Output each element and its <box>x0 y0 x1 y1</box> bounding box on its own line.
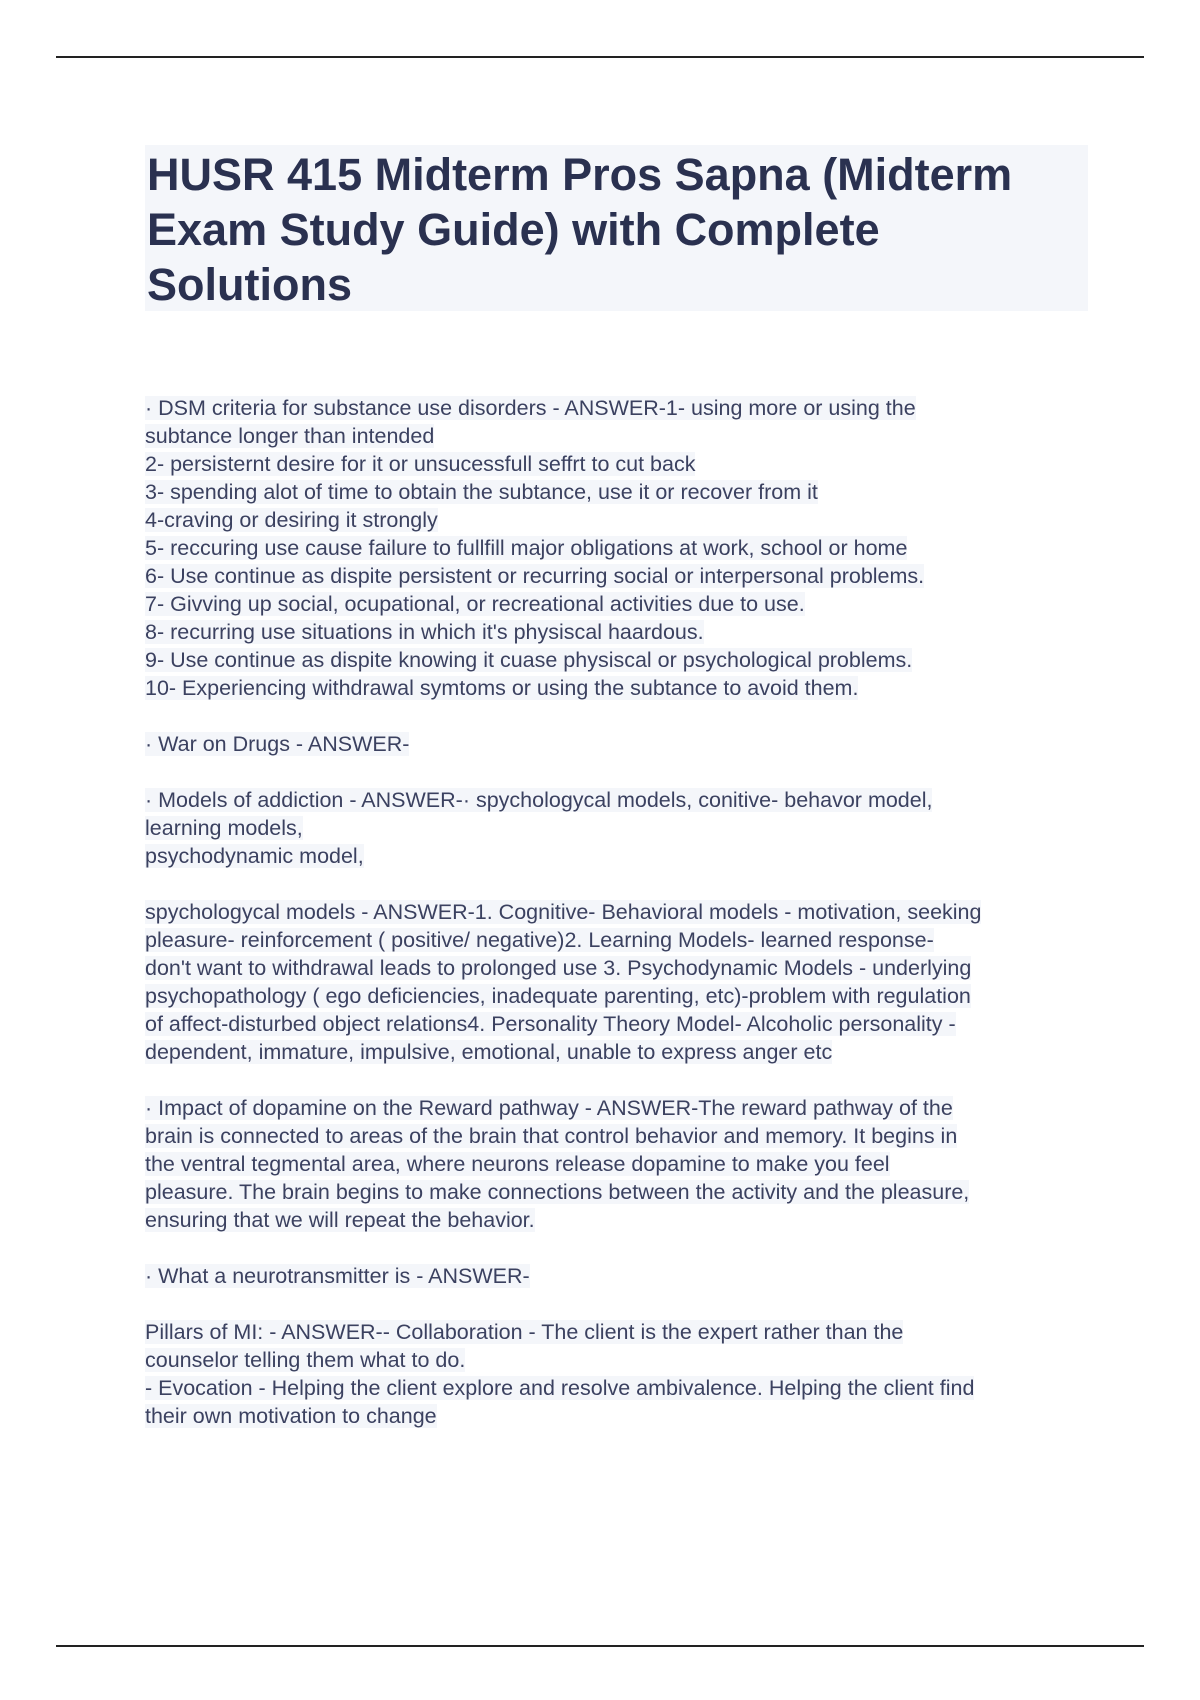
text-line: 5- reccuring use cause failure to fullfill major obligations at work, school or home <box>145 536 908 560</box>
text-line: · Models of addiction - ANSWER-· spychologycal models, conitive- behavor model, <box>145 788 933 812</box>
title-block <box>145 145 1088 311</box>
text-line: pleasure- reinforcement ( positive/ negative)2. Learning Models- learned response- <box>145 928 934 952</box>
document-body <box>145 394 1095 1458</box>
qa-entry-psychological-models <box>145 898 1095 1066</box>
text-line: 4-craving or desiring it strongly <box>145 508 438 532</box>
text-line: 6- Use continue as dispite persistent or recurring social or interpersonal problems. <box>145 564 925 588</box>
text-line: 3- spending alot of time to obtain the subtance, use it or recover from it <box>145 480 818 504</box>
text-line: ensuring that we will repeat the behavior. <box>145 1208 535 1232</box>
text-line: psychopathology ( ego deficiencies, inadequate parenting, etc)-problem with regulation <box>145 984 971 1008</box>
text-line: don't want to withdrawal leads to prolonged use 3. Psychodynamic Models - underlying <box>145 956 972 980</box>
text-line: 7- Givving up social, ocupational, or recreational activities due to use. <box>145 592 805 616</box>
text-line: brain is connected to areas of the brain that control behavior and memory. It begins in <box>145 1124 958 1148</box>
text-line: 8- recurring use situations in which it's physiscal haardous. <box>145 620 704 644</box>
page-title <box>147 147 1084 312</box>
qa-entry-war-on-drugs <box>145 730 1095 758</box>
qa-entry-pillars-of-mi <box>145 1318 1095 1430</box>
text-line: spychologycal models - ANSWER-1. Cognitive- Behavioral models - motivation, seeking <box>145 900 982 924</box>
text-line: learning models, <box>145 816 303 840</box>
qa-entry-dopamine-reward-pathway <box>145 1094 1095 1234</box>
text-line: subtance longer than intended <box>145 424 435 448</box>
text-line: dependent, immature, impulsive, emotional, unable to express anger etc <box>145 1040 833 1064</box>
title-line: HUSR 415 Midterm Pros Sapna (Midterm <box>147 149 1013 200</box>
text-line: psychodynamic model, <box>145 844 364 868</box>
title-line: Solutions <box>147 259 352 310</box>
title-line: Exam Study Guide) with Complete <box>147 204 880 255</box>
top-divider <box>56 56 1144 58</box>
text-line: · What a neurotransmitter is - ANSWER- <box>145 1264 530 1288</box>
text-line: 10- Experiencing withdrawal symtoms or using the subtance to avoid them. <box>145 676 859 700</box>
text-line: counselor telling them what to do. <box>145 1348 466 1372</box>
text-line: · War on Drugs - ANSWER- <box>145 732 410 756</box>
text-line: their own motivation to change <box>145 1404 437 1428</box>
qa-entry-neurotransmitter <box>145 1262 1095 1290</box>
text-line: of affect-disturbed object relations4. Personality Theory Model- Alcoholic personality - <box>145 1012 956 1036</box>
text-line: · Impact of dopamine on the Reward pathway - ANSWER-The reward pathway of the <box>145 1096 953 1120</box>
text-line: the ventral tegmental area, where neurons release dopamine to make you feel <box>145 1152 890 1176</box>
text-line: 9- Use continue as dispite knowing it cuase physiscal or psychological problems. <box>145 648 913 672</box>
text-line: · DSM criteria for substance use disorders - ANSWER-1- using more or using the <box>145 396 916 420</box>
qa-entry-dsm-criteria <box>145 394 1095 702</box>
text-line: 2- persisternt desire for it or unsucessfull seffrt to cut back <box>145 452 696 476</box>
text-line: pleasure. The brain begins to make connections between the activity and the pleasure, <box>145 1180 970 1204</box>
qa-entry-models-of-addiction <box>145 786 1095 870</box>
text-line: Pillars of MI: - ANSWER-- Collaboration - The client is the expert rather than the <box>145 1320 904 1344</box>
bottom-divider <box>56 1645 1144 1647</box>
text-line: - Evocation - Helping the client explore and resolve ambivalence. Helping the client find <box>145 1376 975 1400</box>
